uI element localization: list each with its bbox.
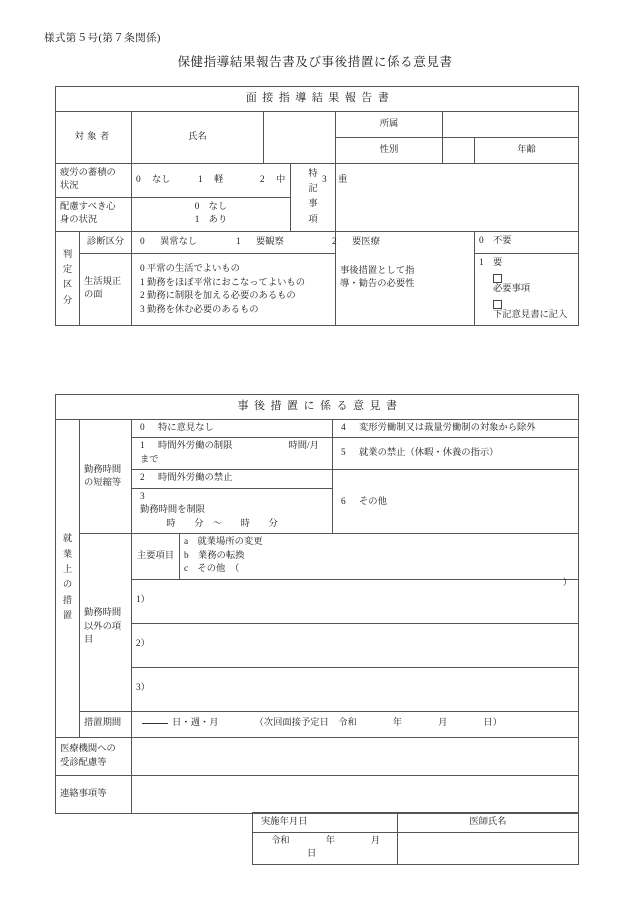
worktime-reduction-label (80, 419, 132, 533)
lifestyle-label-line2: の面 (84, 290, 103, 301)
affiliation-value[interactable] (443, 111, 579, 137)
followup-needed-option[interactable]: 1 要 (479, 257, 503, 268)
main-items-option-a: a 就業場所の変更 (184, 537, 263, 548)
consideration-options[interactable] (132, 197, 291, 231)
followup-label-line2: 導・勧告の必要性 (340, 279, 415, 290)
followup-checkbox-2-label: 下記意見書に記入 (493, 310, 568, 321)
lifestyle-opt-1: 1 勤務をほぼ平常におこなってよいもの (140, 277, 306, 288)
worktime-label-line2: の短縮等 (84, 478, 122, 489)
work-measures-char-4: の (62, 580, 73, 591)
fatigue-opt-0-text: なし (152, 174, 171, 185)
name-label: 氏名 (132, 111, 264, 163)
date-year: 年 (325, 836, 335, 846)
followup-label-line1: 事後措置として指 (340, 265, 415, 276)
diagnosis-opt-0-num: 0 (140, 236, 145, 247)
worktime-option-6-num: 6 (341, 496, 346, 507)
form-number: 様式第５号(第７条関係) (44, 33, 161, 44)
medical-referral-label-line1: 医療機関への (60, 744, 116, 755)
consideration-label (56, 197, 132, 231)
document-title: 保健指導結果報告書及び事後措置に係る意見書 (177, 55, 453, 69)
checkbox-icon-write-below[interactable] (493, 300, 502, 309)
main-items-close-paren: ） (562, 577, 573, 588)
consideration-opt-0: 0 なし (194, 201, 228, 212)
fatigue-opt-3-num: 3 (322, 174, 327, 185)
followup-opinion-table (55, 394, 579, 814)
diagnosis-opt-2-text: 要医療 (352, 236, 380, 247)
worktime-option-5-text: 就業の禁止（休暇・休養の指示） (359, 448, 499, 459)
worktime-option-3-num: 3 (140, 491, 145, 502)
main-items-line1 (184, 536, 574, 563)
period-number-blank[interactable] (142, 723, 168, 724)
special-notes-char-4: 項 (308, 214, 318, 225)
fatigue-opt-3-text: 重 (338, 174, 348, 185)
period-label: 措置期間 (80, 711, 132, 737)
implementation-date-value[interactable] (253, 833, 398, 865)
contact-value[interactable] (132, 775, 579, 813)
worktime-option-2[interactable] (132, 470, 333, 488)
gender-label: 性別 (336, 137, 443, 163)
lifestyle-opt-3: 3 勤務を休む必要のあるもの (140, 305, 259, 316)
consideration-label-line1: 配慮すべき心 (60, 201, 116, 212)
date-day: 日 (307, 849, 317, 860)
worktime-option-1-suffix: 時間/月まで (140, 441, 319, 465)
judgement-char-1: 判 (62, 249, 73, 260)
worktime-option-0[interactable] (132, 419, 333, 437)
fatigue-opt-2-num: 2 (260, 174, 265, 185)
worktime-option-4-text: 変形労働制又は裁量労働制の対象から除外 (359, 422, 536, 433)
numbered-blank-3[interactable]: 3） (132, 667, 579, 711)
worktime-option-1[interactable] (132, 438, 333, 470)
other-items-label-line2: 以外の項 (84, 621, 122, 632)
diagnosis-label: 診断区分 (80, 231, 132, 253)
work-measures-label (56, 419, 80, 737)
gender-value[interactable] (443, 137, 475, 163)
special-notes-char-2: 記 (308, 184, 318, 195)
other-items-label-line1: 勤務時間 (84, 608, 122, 619)
signature-table (252, 812, 579, 865)
numbered-blank-2[interactable]: 2） (132, 623, 579, 667)
consideration-opt-1: 1 あり (194, 215, 228, 226)
lifestyle-label-line1: 生活規正 (84, 276, 122, 287)
worktime-option-0-num: 0 (140, 422, 145, 433)
special-notes-char-3: 事 (308, 199, 318, 210)
medical-referral-label-line2: 受診配慮等 (60, 757, 107, 768)
main-items-option-b: b 業務の転換 (184, 550, 245, 561)
worktime-option-6[interactable] (333, 470, 579, 534)
main-items-line2 (184, 563, 574, 588)
worktime-option-5[interactable] (333, 438, 579, 470)
diagnosis-opt-2-num: 2 (332, 236, 337, 247)
affiliation-label: 所属 (336, 111, 443, 137)
worktime-option-2-text: 時間外労働の禁止 (158, 473, 233, 484)
subject-label: 対象者 (56, 111, 132, 163)
lifestyle-label (80, 253, 132, 325)
date-month: 月 (370, 836, 381, 846)
worktime-option-3-text: 勤務時間を制限 (140, 505, 206, 516)
worktime-option-2-num: 2 (140, 473, 145, 484)
followup-checkbox-1-row[interactable] (479, 274, 574, 296)
fatigue-label (56, 163, 132, 197)
judgement-category-label (56, 231, 80, 325)
report-banner-title: 面接指導結果報告書 (56, 87, 579, 112)
followup-checkbox-1-label: 必要事項 (493, 284, 531, 295)
period-value-row[interactable] (132, 711, 579, 737)
main-items-option-c: c その他 （ (184, 564, 240, 575)
fatigue-label-line1: 疲労の蓄積の (60, 167, 116, 178)
worktime-option-6-text: その他 (359, 496, 387, 507)
worktime-time-range[interactable]: 時 分 ～ 時 分 (166, 518, 278, 529)
judgement-char-3: 区 (62, 280, 73, 291)
worktime-option-1-num: 1 (140, 441, 145, 452)
period-month: 月 (438, 718, 448, 729)
fatigue-label-line2: 状況 (60, 181, 79, 192)
fatigue-opt-2-text: 中 (276, 174, 286, 185)
lifestyle-options[interactable] (132, 253, 336, 325)
diagnosis-opt-0-text: 異常なし (160, 236, 198, 247)
main-items-options[interactable] (180, 534, 579, 588)
worktime-option-4[interactable] (333, 419, 579, 437)
period-day: 日） (483, 718, 503, 729)
judgement-char-4: 分 (62, 295, 73, 306)
doctor-name-header: 医師氏名 (398, 813, 579, 833)
fatigue-opt-1-num: 1 (198, 174, 203, 185)
worktime-option-3[interactable] (132, 488, 333, 533)
diagnosis-options[interactable] (132, 231, 380, 253)
fatigue-opt-1-text: 軽 (214, 174, 224, 185)
followup-checkbox-2-row[interactable] (479, 300, 567, 322)
work-measures-char-5: 措 (62, 595, 73, 606)
fatigue-options[interactable] (132, 163, 348, 197)
diagnosis-opt-1-num: 1 (236, 236, 241, 247)
special-notes-char-1: 特 (308, 168, 318, 179)
period-year: 年 (392, 718, 403, 729)
checkbox-icon-required-items[interactable] (493, 274, 502, 283)
fatigue-opt-0-num: 0 (136, 174, 141, 185)
consideration-label-line2: 身の状況 (60, 215, 98, 226)
special-notes-value[interactable] (336, 163, 579, 231)
numbered-blank-1[interactable]: 1） (132, 579, 579, 623)
followup-needed-section (475, 253, 579, 325)
worktime-label-line1: 勤務時間 (84, 464, 122, 475)
worktime-option-4-num: 4 (341, 422, 346, 433)
name-value[interactable] (264, 111, 336, 163)
contact-label: 連絡事項等 (56, 775, 132, 813)
work-measures-char-6: 置 (62, 610, 73, 621)
date-era: 令和 (271, 836, 290, 846)
worktime-option-5-num: 5 (341, 448, 346, 459)
doctor-name-value[interactable] (398, 833, 579, 865)
followup-not-needed-option[interactable]: 0 不要 (475, 231, 579, 253)
other-items-label (80, 534, 132, 711)
medical-referral-value[interactable] (132, 737, 579, 775)
diagnosis-opt-1-text: 要観察 (256, 236, 284, 247)
work-measures-char-3: 上 (62, 564, 73, 575)
period-next-prefix: （次回面接予定日 令和 (254, 718, 357, 729)
main-items-label: 主要項目 (132, 534, 180, 579)
period-units: 日・週・月 (172, 718, 219, 729)
other-items-label-line3: 目 (84, 635, 94, 646)
implementation-date-header: 実施年月日 (253, 813, 398, 833)
work-measures-char-1: 就 (62, 534, 73, 545)
judgement-char-2: 定 (62, 265, 73, 276)
age-label: 年齢 (475, 137, 579, 163)
worktime-option-1-text: 時間外労働の制限 (158, 441, 233, 452)
opinion-banner-title: 事後措置に係る意見書 (56, 395, 579, 420)
lifestyle-opt-0: 0 平常の生活でよいもの (140, 263, 240, 274)
medical-referral-label (56, 737, 132, 775)
lifestyle-opt-2: 2 勤務に制限を加える必要のあるもの (140, 291, 296, 302)
work-measures-char-2: 業 (62, 549, 73, 560)
worktime-option-0-text: 特に意見なし (158, 422, 214, 433)
interview-result-report-table (55, 86, 579, 326)
worktime-option-3-row (140, 491, 328, 518)
